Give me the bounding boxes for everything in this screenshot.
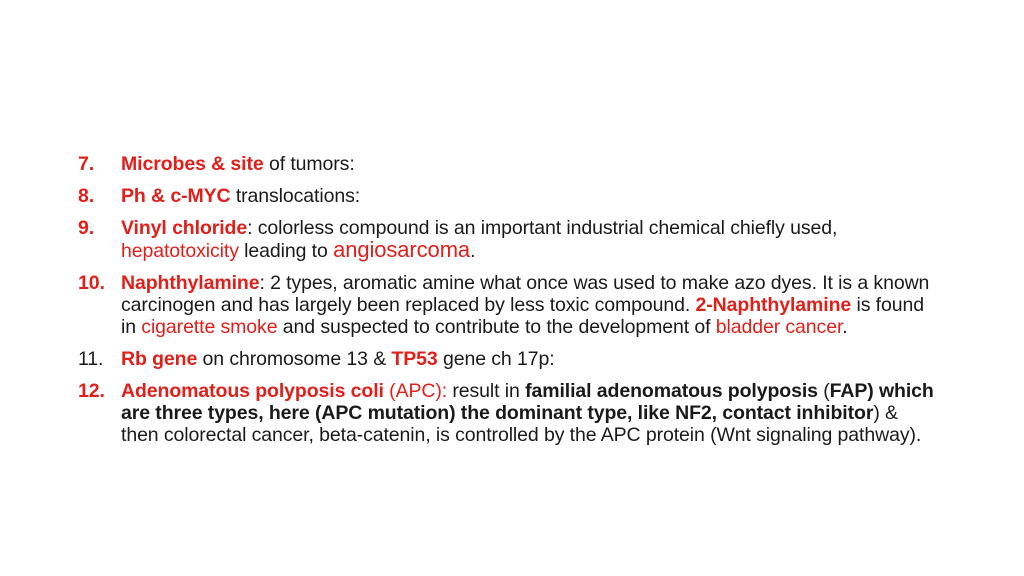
item-text: on chromosome 13 & [197, 348, 392, 370]
term-microbes-site: Microbes & site [121, 153, 264, 175]
term-angiosarcoma: angiosarcoma [333, 237, 471, 262]
fap-description: FAP) which are three types, here (APC mutation) the dominant type, like NF2, contact inhibitor [121, 380, 934, 424]
item-text: : 2 types, aromatic amine what once was used to make azo dyes. It is a known carcinogen and has largely been replaced by less toxic compound. [121, 272, 930, 316]
term-vinyl-chloride: Vinyl chloride [121, 217, 248, 239]
list-number: 9. [78, 217, 95, 239]
term-naphthylamine: Naphthylamine [121, 272, 260, 294]
list-item-12 [78, 380, 938, 446]
list-item-7 [78, 153, 938, 175]
term-hepatotoxicity: hepatotoxicity [121, 240, 239, 262]
list-item-10 [78, 272, 938, 338]
term-fap: familial adenomatous polyposis [525, 380, 818, 402]
list-number: 11. [78, 348, 104, 370]
list-number: 8. [78, 185, 95, 207]
term-adenomatous-polyposis-coli: Adenomatous polyposis coli [121, 380, 384, 402]
list-item-9 [78, 217, 938, 262]
term-cigarette-smoke: cigarette smoke [141, 316, 278, 338]
list-number: 7. [78, 153, 95, 175]
item-text: gene ch 17p: [437, 348, 555, 370]
list-item-11 [78, 348, 938, 370]
item-text: . [470, 240, 476, 262]
item-text: : colorless compound is an important industrial chemical chiefly used, [247, 217, 838, 239]
numbered-list [78, 153, 938, 456]
term-bladder-cancer: bladder cancer [715, 316, 843, 338]
term-tp53: TP53 [391, 348, 438, 370]
term-ph-cmyc: Ph & c-MYC [121, 185, 231, 207]
item-text: leading to [238, 240, 334, 262]
item-text: ) & then colorectal cancer, beta-catenin, is controlled by the APC protein (Wnt signaling pathway). [121, 402, 922, 446]
item-text: . [842, 316, 848, 338]
term-rb-gene: Rb gene [121, 348, 198, 370]
list-item-8 [78, 185, 938, 207]
list-number: 12. [78, 380, 105, 402]
item-text: is found in [121, 294, 924, 338]
item-text: result in [447, 380, 526, 402]
item-text: translocations: [230, 185, 361, 207]
term-apc: (APC): [383, 380, 448, 402]
list-number: 10. [78, 272, 105, 294]
item-text: and suspected to contribute to the development of [277, 316, 716, 338]
item-text: ( [817, 380, 830, 402]
term-2-naphthylamine: 2-Naphthylamine [695, 294, 852, 316]
item-text: of tumors: [263, 153, 355, 175]
